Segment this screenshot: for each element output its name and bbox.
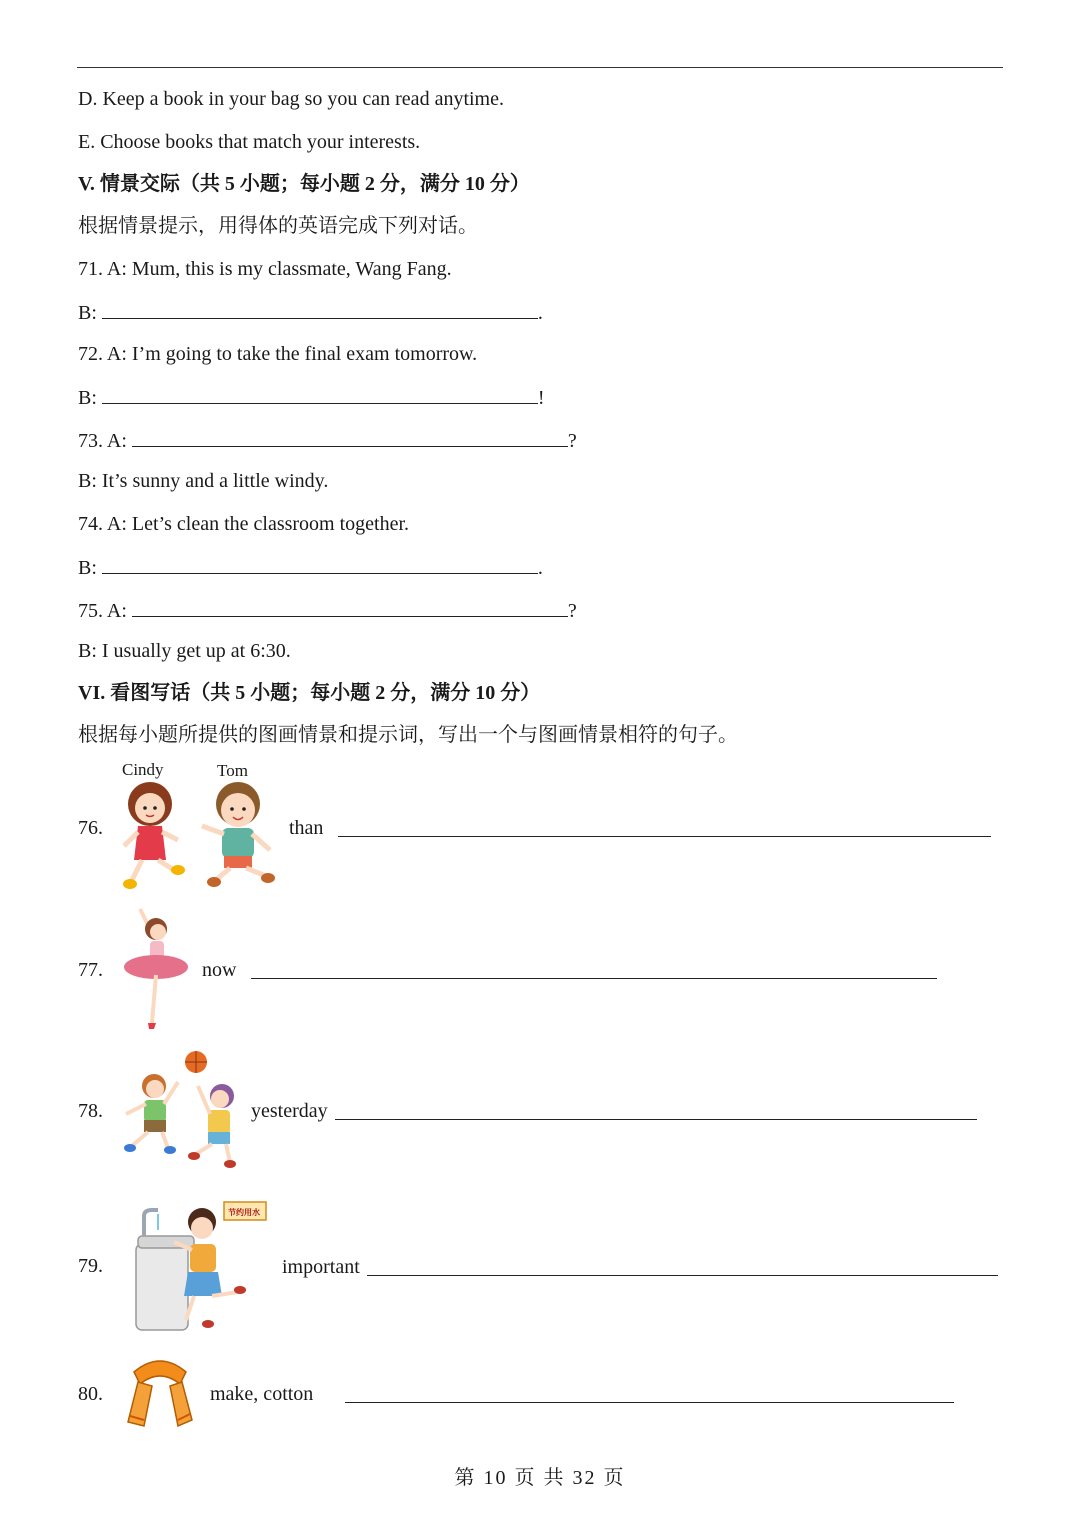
- section-6-title: VI. 看图写话（共 5 小题；每小题 2 分，满分 10 分）: [78, 682, 541, 704]
- q73-b: B: It’s sunny and a little windy.: [78, 470, 329, 492]
- q71-a: 71. A: Mum, this is my classmate, Wang Fang.: [78, 258, 452, 280]
- q74-b-end: .: [537, 557, 543, 579]
- q75-a-prefix: 75. A:: [78, 600, 127, 622]
- q72-b-end: !: [537, 387, 545, 409]
- q77-answer-line[interactable]: [251, 978, 937, 979]
- q72-b: [78, 383, 545, 411]
- q74-answer-blank[interactable]: [102, 553, 538, 574]
- section-5-instruction: 根据情景提示，用得体的英语完成下列对话。: [78, 215, 478, 237]
- save-water-sign: 节约用水: [228, 1208, 260, 1217]
- q79-number: 79.: [78, 1255, 103, 1277]
- page-footer: 第 10 页 共 32 页: [454, 1467, 626, 1489]
- q75-a-end: ?: [567, 600, 577, 622]
- q77-number: 77.: [78, 959, 103, 981]
- q71-answer-blank[interactable]: [102, 298, 538, 319]
- q76-answer-line[interactable]: [338, 836, 991, 837]
- q80-answer-line[interactable]: [345, 1402, 954, 1403]
- option-d: D. Keep a book in your bag so you can read anytime.: [78, 88, 504, 110]
- header-rule: [77, 67, 1003, 68]
- q75-a: [78, 596, 577, 624]
- ballerina-illustration: [120, 905, 190, 1033]
- scarf-illustration: [124, 1354, 194, 1430]
- name-cindy: Cindy: [122, 760, 164, 779]
- q79-answer-line[interactable]: [367, 1275, 998, 1276]
- girl-saving-water-illustration: [134, 1200, 268, 1334]
- q73-a: [78, 426, 577, 454]
- section-6-instruction: 根据每小题所提供的图画情景和提示词，写出一个与图画情景相符的句子。: [78, 724, 738, 746]
- q72-answer-blank[interactable]: [102, 383, 538, 404]
- q71-b: [78, 298, 543, 326]
- q78-answer-line[interactable]: [335, 1119, 977, 1120]
- q73-a-end: ?: [567, 430, 577, 452]
- name-tom: Tom: [217, 761, 248, 780]
- q74-b-prefix: B:: [78, 557, 97, 579]
- q79-hint: important: [282, 1256, 360, 1278]
- boys-basketball-illustration: [118, 1048, 242, 1172]
- q75-answer-blank[interactable]: [132, 596, 568, 617]
- q80-number: 80.: [78, 1383, 103, 1405]
- q76-number: 76.: [78, 817, 103, 839]
- q76-hint: than: [289, 817, 324, 839]
- girl-running-illustration: [118, 780, 190, 892]
- q75-b: B: I usually get up at 6:30.: [78, 640, 291, 662]
- q80-hint: make, cotton: [210, 1383, 314, 1405]
- option-e: E. Choose books that match your interests.: [78, 131, 421, 153]
- q78-hint: yesterday: [251, 1100, 328, 1122]
- section-5-title: V. 情景交际（共 5 小题；每小题 2 分，满分 10 分）: [78, 173, 530, 195]
- q71-b-prefix: B:: [78, 302, 97, 324]
- boy-running-illustration: [196, 780, 278, 890]
- q74-b: [78, 553, 543, 581]
- q74-a: 74. A: Let’s clean the classroom together.: [78, 513, 410, 535]
- q78-number: 78.: [78, 1100, 103, 1122]
- q73-answer-blank[interactable]: [132, 426, 568, 447]
- q72-b-prefix: B:: [78, 387, 97, 409]
- q71-b-end: .: [537, 302, 543, 324]
- q72-a: 72. A: I’m going to take the final exam tomorrow.: [78, 343, 478, 365]
- q77-hint: now: [202, 959, 237, 981]
- q73-a-prefix: 73. A:: [78, 430, 127, 452]
